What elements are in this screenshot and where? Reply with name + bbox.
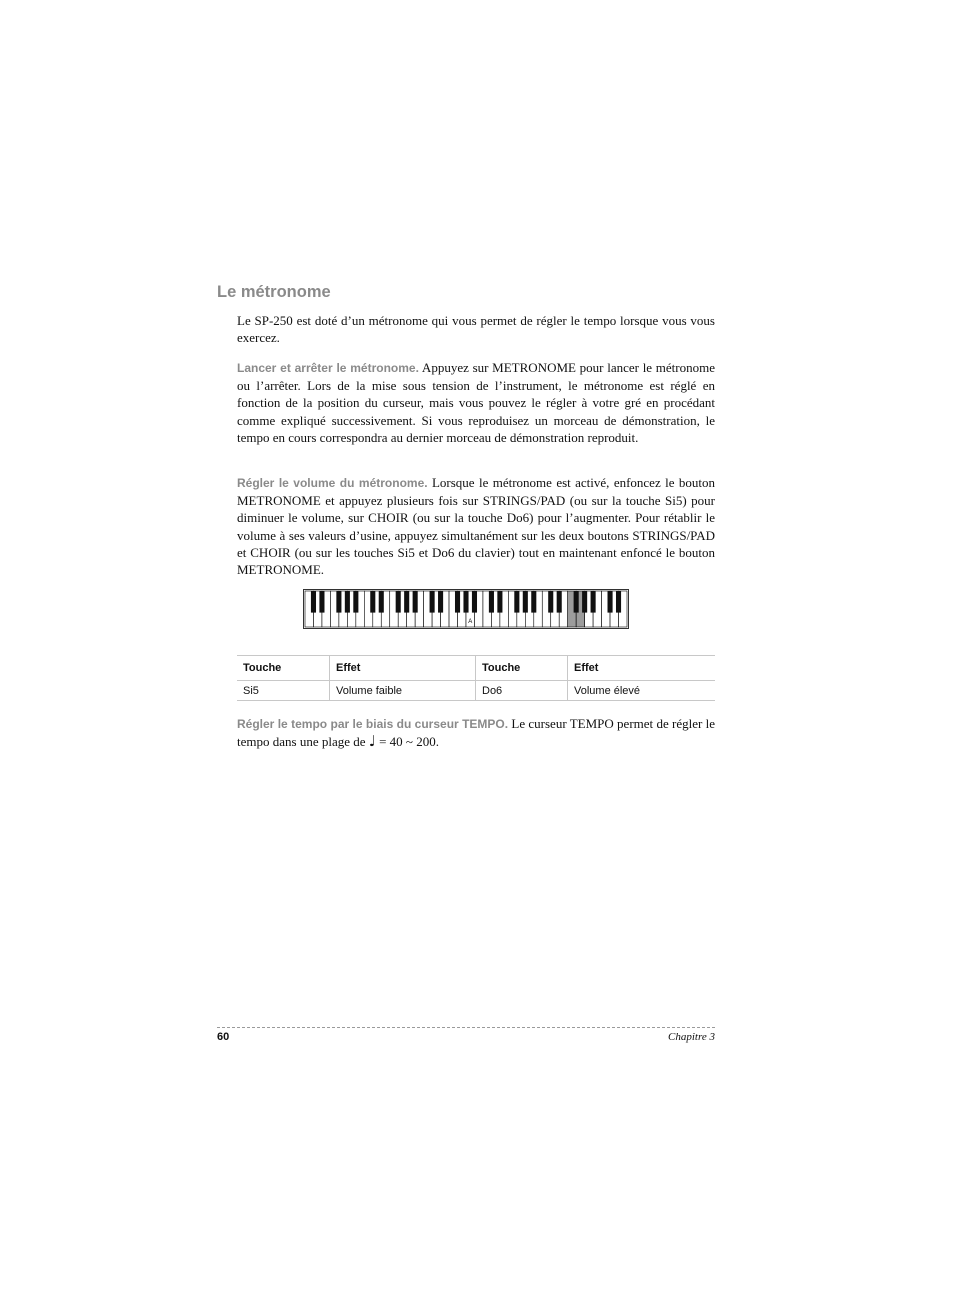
black-key: [438, 591, 443, 613]
tempo-text-after: = 40 ~ 200.: [375, 734, 439, 750]
table-header-effet-1: Effet: [330, 656, 476, 681]
black-key: [472, 591, 477, 613]
black-key: [616, 591, 621, 613]
black-key: [311, 591, 316, 613]
tempo-text-before: Le curseur TEMPO permet de régler le tempo dans une plage de: [237, 716, 715, 750]
black-key: [582, 591, 587, 613]
start-stop-paragraph: [237, 359, 715, 446]
black-key: [336, 591, 341, 613]
black-key: [608, 591, 613, 613]
table-header-touche-2: Touche: [476, 656, 568, 681]
black-key: [489, 591, 494, 613]
quarter-note-icon: ♩: [368, 732, 376, 751]
volume-text: Lorsque le métronome est activé, enfoncez le bouton METRONOME et appuyez plusieurs fois sur STRINGS/PAD (ou sur la touche Si5) pour diminuer le volume, sur CHOIR (ou sur la touche Do6) pour l’augmenter. Pour rétablir le volume à ses valeurs d’usine, appuyez simultanément sur les deux boutons STRINGS/PAD et CHOIR (ou sur les touches Si5 et Do6 du clavier) tout en maintenant enfoncé le bouton METRONOME.: [237, 475, 715, 578]
intro-paragraph: Le SP-250 est doté d’un métronome qui vous permet de régler le tempo lorsque vous vous exercez.: [237, 313, 715, 346]
volume-heading: Régler le volume du métronome.: [237, 476, 428, 490]
black-key: [497, 591, 502, 613]
table-cell: Si5: [237, 681, 330, 701]
black-key: [404, 591, 409, 613]
table-header-effet-2: Effet: [568, 656, 716, 681]
table-cell: Volume faible: [330, 681, 476, 701]
black-key: [396, 591, 401, 613]
black-key: [455, 591, 460, 613]
start-stop-heading: Lancer et arrêter le métronome.: [237, 361, 419, 375]
black-key: [514, 591, 519, 613]
tempo-paragraph: [237, 715, 715, 750]
table-cell: Do6: [476, 681, 568, 701]
section-title: Le métronome: [217, 283, 331, 301]
black-key: [557, 591, 562, 613]
black-key: [319, 591, 324, 613]
keyboard-diagram: [303, 589, 629, 629]
keyboard-marker-label: A: [468, 619, 473, 625]
table-header-row: [237, 656, 715, 681]
black-keys: [311, 591, 621, 613]
table-cell: Volume élevé: [568, 681, 716, 701]
black-key: [379, 591, 384, 613]
table-row: [237, 681, 715, 701]
black-key: [345, 591, 350, 613]
key-effect-table: [237, 655, 715, 701]
tempo-heading: Régler le tempo par le biais du curseur TEMPO.: [237, 717, 509, 731]
black-key: [370, 591, 375, 613]
black-key: [531, 591, 536, 613]
black-key: [463, 591, 468, 613]
black-key: [523, 591, 528, 613]
black-key: [591, 591, 596, 613]
black-key: [574, 591, 579, 613]
black-key: [413, 591, 418, 613]
black-key: [353, 591, 358, 613]
chapter-label: Chapitre 3: [668, 1031, 715, 1043]
black-key: [430, 591, 435, 613]
table-header-touche-1: Touche: [237, 656, 330, 681]
footer-divider: [217, 1027, 715, 1028]
black-key: [548, 591, 553, 613]
page-number: 60: [217, 1031, 230, 1043]
start-stop-text: Appuyez sur METRONOME pour lancer le métronome ou l’arrêter. Lors de la mise sous tension de l’instrument, le métronome est réglé en fonction de la position du curseur, mais vous pouvez le régler à votre gré en procédant comme expliqué successivement. Si vous reproduisez un morceau de démonstration, le tempo en cours correspondra au dernier morceau de démonstration reproduit.: [237, 360, 715, 445]
volume-paragraph: [237, 474, 715, 578]
